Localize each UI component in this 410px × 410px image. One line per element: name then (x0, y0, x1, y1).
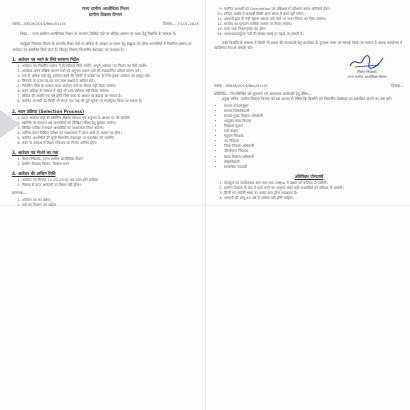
list-item: 2. स्क्रीनिंग के उपरान्त अर्ह अभ्यर्थियों को लिखित परीक्षा हेतु बुलाया जायेगा। (22, 121, 199, 126)
list-item: 3. एक से अधिक पदों हेतु आवेदन करने की स्थिति में प्रत्येक पद के लिये पृथक आवेदन पत्र प्रस्तुत करें। (22, 74, 199, 79)
eligibility-list (214, 181, 404, 201)
list-item: 1. आवेदन पत्र दिनांक 12-02-2015 तक प्राप्त होने चाहिये। (22, 178, 199, 183)
list-item: 3. हिन्दी एवं अंग्रेजी भाषा का अच्छा ज्ञान होना आवश्यक है। (224, 191, 404, 196)
enclosure-label: संलग्नक— (12, 191, 27, 196)
list-item: • खण्ड विकास अधिकारी (224, 155, 404, 160)
signatory-designation: राज्य ग्रामीण आजीविका मिशन (347, 74, 387, 79)
list-item: 5. चयनित अभ्यर्थियों की सूची विभागीय वेबसाइट पर प्रकाशित की जायेगी। (22, 136, 199, 141)
list-item: 8. चयनित अभ्यर्थी को किसी भी समय एक माह की पूर्व सूचना पर कार्यमुक्त किया जा सकता है। (22, 99, 199, 104)
list-item: • परियोजना निदेशक (224, 149, 404, 154)
address-list (12, 157, 199, 167)
scan-shadow-mark (0, 110, 22, 140)
list-item: 11. अभ्यर्थी द्वारा दी गयी सूचना असत्य पाये जाने पर चयन निरस्त कर दिया जायेगा। (224, 17, 404, 22)
list-item: 12. मानदेय का भुगतान मासिक आधार पर किया जायेगा। (224, 22, 404, 27)
section-heading: 4. आवेदन की अन्तिम तिथि (12, 171, 56, 177)
section-heading: 3. आवेदन पत्र भेजने का पता (12, 150, 59, 156)
list-item: 9. चयनित अभ्यर्थी को Orientation एवं प्रशिक्षण में प्रतिभाग करना अनिवार्य होगा। (224, 7, 404, 12)
body-paragraph: उपर्युक्त विषयक मिशन के अन्तर्गत रिक्त पदों पर संविदा के आधार पर चयन हेतु इच्छुक एवं योग्य अभ्यर्थियों से निर्धारित प्रारूप पर आवेदन पत्र आमंत्रित किये जाते हैं। विस्तृत विवरण विभागीय वेबसाइट पर उपलब्ध है। (12, 42, 192, 52)
handwritten-signature (330, 54, 404, 70)
deadline-list (12, 178, 199, 188)
list-item: 1. कम्प्यूटर का कार्यसाधक ज्ञान तथा MS Office में दक्षता को वरीयता दी जायेगी। (224, 181, 404, 186)
list-item: 2. विलम्ब से प्राप्त आवेदनों पर विचार नहीं होगा। (22, 183, 199, 188)
conditions-list (214, 7, 404, 38)
list-item: • संयुक्त निदेशक (224, 134, 404, 139)
copy-letter-number: पत्रांक—SRLM/2014/Rec/01/15 (214, 83, 268, 89)
list-item: 1. मिशन निदेशक, राज्य ग्रामीण आजीविका मिशन (22, 157, 199, 162)
list-item: 2. ग्रामीण विकास के क्षेत्र में कार्य करने का अनुभव रखने वाले अभ्यर्थियों को वरीयता दी जायेगी। (224, 186, 404, 191)
list-item: 6. चयन के सम्बन्ध में मिशन निदेशक का निर्णय अन्तिम होगा। (22, 141, 199, 146)
list-item: 2. आवेदक अपने शैक्षिक प्रमाण पत्रों एवं अनुभव प्रमाण पत्रों की स्वप्रमाणित प्रतियाँ संलग्न करें। (22, 69, 199, 74)
list-item: 1. आवेदन पत्र का प्रारूप (22, 198, 199, 203)
list-item: 2. ग्रामीण विकास विभाग, विकास भवन (22, 162, 199, 167)
section-heading: 2. चयन प्रक्रिया (Selection Process) (12, 108, 84, 114)
list-item: • समस्त जिलाधिकारी (224, 109, 404, 114)
selection-list (12, 116, 199, 147)
copy-paragraph: प्रमुख सचिव, ग्रामीण विकास विभाग को इस आशय से प्रेषित कि विज्ञप्ति को विभागीय वेबसाइट पर प्रकाशित कराने का कष्ट करें। (222, 97, 392, 102)
list-item: • जिला विकास अधिकारी (224, 144, 404, 149)
list-item: • लेखाधिकारी (224, 160, 404, 165)
list-item: 2. पदों का विवरण एवं अर्हता (22, 203, 199, 208)
copy-intro: प्रतिलिपि— निम्नलिखित को सूचनार्थ एवं आवश्यक कार्यवाही हेतु प्रेषित— (214, 92, 312, 97)
list-item: 10. संविदा अवधि में अभ्यर्थी किसी अन्य संस्था में कार्य नहीं करेगा। (224, 12, 404, 17)
note-paragraph: उक्त विज्ञप्ति के सम्बन्ध में किसी भी प्रकार की जानकारी हेतु कार्यालय के दूरभाष नम्बर पर सम्पर्क किया जा सकता है अथवा कार्यालय में व्यक्तिगत रूप से सम्पर्क करें। (214, 40, 403, 50)
list-item: • निदेशक सूचना (224, 124, 404, 129)
list-item: • समस्त मुख्य विकास अधिकारी (224, 114, 404, 119)
list-item: • समस्त मण्डलायुक्त (224, 104, 404, 109)
list-item: 4. अन्तिम चयन लिखित परीक्षा एवं साक्षात्कार में प्राप्त अंकों के आधार पर होगा। (22, 131, 199, 136)
letter-date: दिनांक— 13-01-2015 (162, 21, 199, 27)
list-item: • आयुक्त ग्राम्य विकास (224, 119, 404, 124)
list-item: 3. लिखित परीक्षा में सफल अभ्यर्थियों का साक्षात्कार लिया जायेगा। (22, 126, 199, 131)
list-item: 5. निर्धारित तिथि के पश्चात प्राप्त आवेदन पत्रों पर विचार नहीं किया जायेगा। (22, 84, 199, 89)
list-item: • सम्बन्धित पत्रावली (224, 165, 404, 170)
letter-number: पत्रांक—SRLM/2014/Rec/01/15 (12, 21, 66, 27)
header-line: राज्य ग्रामीण आजीविका मिशन (81, 6, 129, 11)
list-item: • उप निदेशक (224, 139, 404, 144)
signature-block (214, 54, 404, 79)
list-item: 1. प्राप्त आवेदन पत्रों की स्क्रीनिंग शैक्षिक योग्यता एवं अनुभव के आधार पर की जायेगी। (22, 116, 199, 121)
section-heading: 1. आवेदन पत्र भरने के लिये सामान्य निर्देश (12, 56, 79, 62)
list-item: 13. यात्रा भत्ता नियमानुसार देय होगा। (224, 27, 404, 32)
enclosure-list (12, 198, 199, 208)
copy-meta (214, 83, 404, 89)
list-item: 7. संविदा की अवधि एक वर्ष होगी जिसे कार्य के आधार पर बढ़ाया जा सकता है। (22, 94, 199, 99)
header-line: ग्रामीण विकास विभाग (88, 11, 123, 17)
copy-recipients-list (214, 104, 404, 170)
list-item: • गार्ड फाइल (224, 129, 404, 134)
list-item: 14. आवश्यकतानुसार पदों की संख्या घटाई या बढ़ाई जा सकती है। (224, 32, 404, 37)
list-item: 6. चयन प्रक्रिया के सम्बन्ध में कोई भी दावा स्वीकार नहीं किया जायेगा। (22, 89, 199, 94)
subject-paragraph: विषय— राज्य ग्रामीण आजीविका मिशन के अन्तर्गत विभिन्न पदों पर संविदा आधार पर चयन हेतु विज्ञप्ति के सम्बन्ध में। (20, 32, 177, 37)
list-item: 4. लिफाफे के ऊपर पद का नाम स्पष्ट अक्षरों में अंकित करें। (22, 79, 199, 84)
copy-letter-date: दिनांक— (391, 83, 404, 89)
signatory-name: (मिशन निदेशक) (356, 69, 378, 74)
list-item: 1. आवेदन पत्र निर्धारित प्रारूप में ही स्वीकार किये जायेंगे, अपूर्ण आवेदन पत्र निरस्त कर दिये जायेंगे। (22, 64, 199, 69)
section-heading: अतिरिक्त योग्यतायें (294, 173, 324, 179)
scan-fold-line (0, 205, 410, 206)
list-item: 4. अभ्यर्थी की आयु 45 वर्ष से अधिक नहीं होनी चाहिये। (224, 196, 404, 201)
instructions-list (12, 64, 199, 105)
